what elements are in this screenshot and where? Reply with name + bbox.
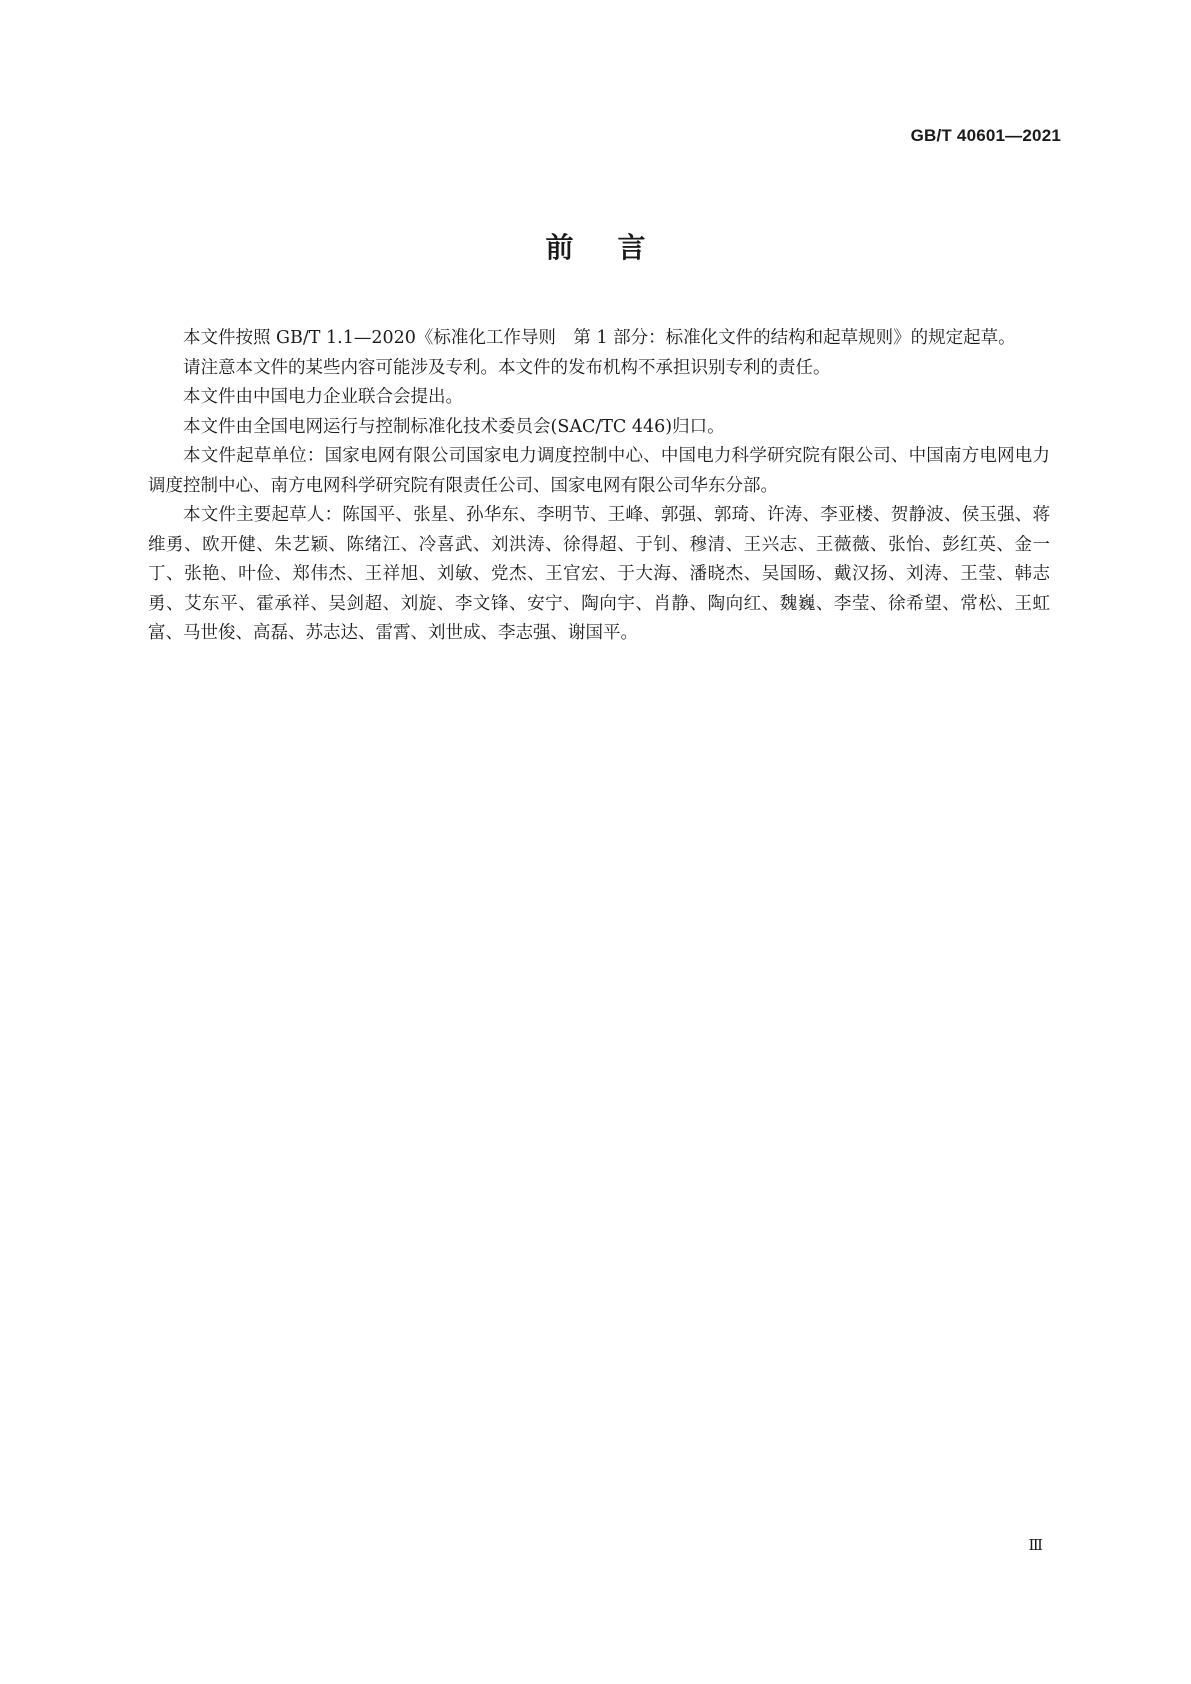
paragraph-drafting-organizations: 本文件起草单位：国家电网有限公司国家电力调度控制中心、中国电力科学研究院有限公司、中国南方电网电力调度控制中心、南方电网科学研究院有限责任公司、国家电网有限公司华东分部。 [148,446,1050,496]
standard-number: GB/T 40601—2021 [910,126,1061,145]
paragraph-proposer: 本文件由中国电力企业联合会提出。 [183,387,463,407]
paragraph-drafting-rules: 本文件按照 GB/T 1.1—2020《标准化工作导则 第 1 部分：标准化文件的结构和起草规则》的规定起草。 [183,328,1016,348]
paragraph-drafters: 本文件主要起草人：陈国平、张星、孙华东、李明节、王峰、郭强、郭琦、许涛、李亚楼、贺静波、侯玉强、蒋维勇、欧开健、朱艺颖、陈绪江、冷喜武、刘洪涛、徐得超、于钊、穆清、王兴志、王薇薇、张怡、彭红英、金一丁、张艳、叶俭、郑伟杰、王祥旭、刘敏、党杰、王官宏、于大海、潘晓杰、吴国旸、戴汉扬、刘涛、王莹、韩志勇、艾东平、霍承祥、吴剑超、刘旋、李文锋、安宁、陶向宇、肖静、陶向红、魏巍、李莹、徐希望、常松、王虹富、马世俊、高磊、苏志达、雷霄、刘世成、李志强、谢国平。 [148,505,1050,643]
paragraph-patent-notice: 请注意本文件的某些内容可能涉及专利。本文件的发布机构不承担识别专利的责任。 [183,357,831,378]
page-number: Ⅲ [1028,1536,1043,1554]
page-title: 前言 [545,231,690,264]
foreword-body [148,324,1050,649]
paragraph-technical-committee: 本文件由全国电网运行与控制标准化技术委员会(SAC/TC 446)归口。 [183,416,725,437]
